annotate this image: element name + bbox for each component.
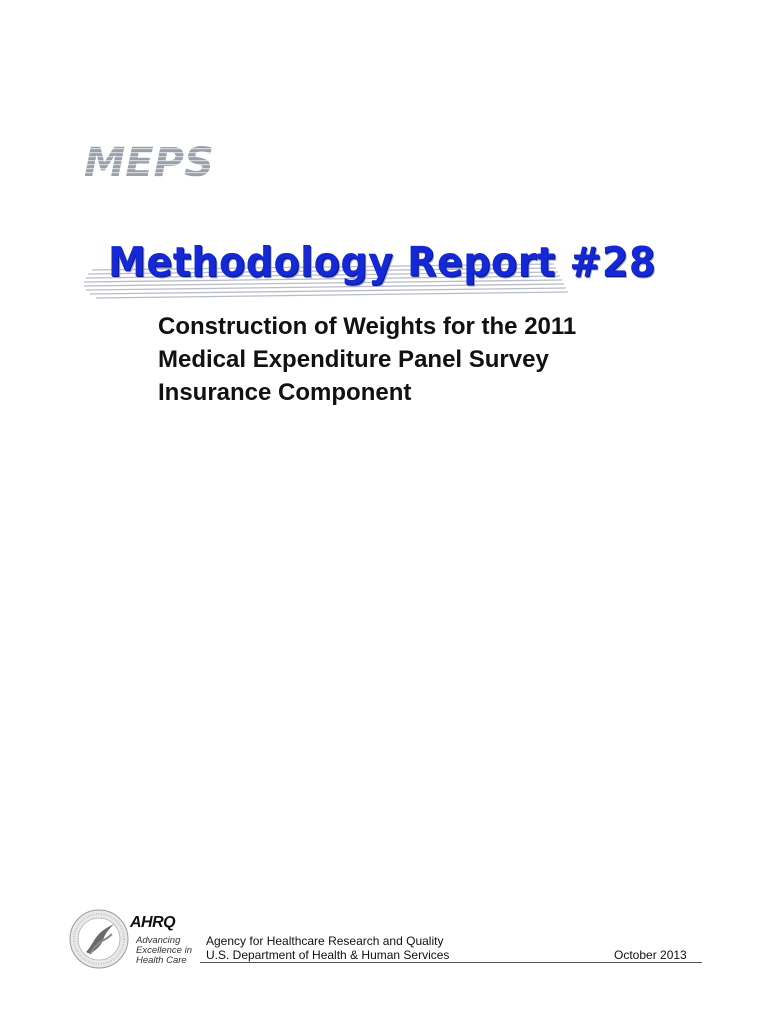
meps-logo-text: MEPS — [84, 140, 214, 182]
ahrq-logo-name: AHRQ — [130, 914, 176, 931]
ahrq-tagline-line: Health Care — [136, 955, 187, 966]
ahrq-tagline — [136, 936, 192, 966]
ahrq-logo — [130, 914, 190, 970]
subtitle-line: Insurance Component — [158, 379, 412, 406]
ahrq-tagline-line: Advancing — [136, 935, 181, 946]
report-date: October 2013 — [614, 948, 687, 962]
meps-logo-icon — [80, 138, 220, 182]
report-title: Methodology Report #28 — [108, 238, 656, 286]
report-subtitle — [158, 310, 718, 409]
hhs-seal-icon — [68, 908, 130, 970]
report-banner — [84, 232, 656, 304]
department-name: U.S. Department of Health & Human Services — [206, 948, 450, 962]
agency-name: Agency for Healthcare Research and Quality — [206, 934, 444, 948]
footer-divider — [200, 962, 702, 963]
subtitle-line: Construction of Weights for the 2011 — [158, 313, 577, 340]
subtitle-line: Medical Expenditure Panel Survey — [158, 346, 549, 373]
ahrq-tagline-line: Excellence in — [136, 945, 192, 956]
